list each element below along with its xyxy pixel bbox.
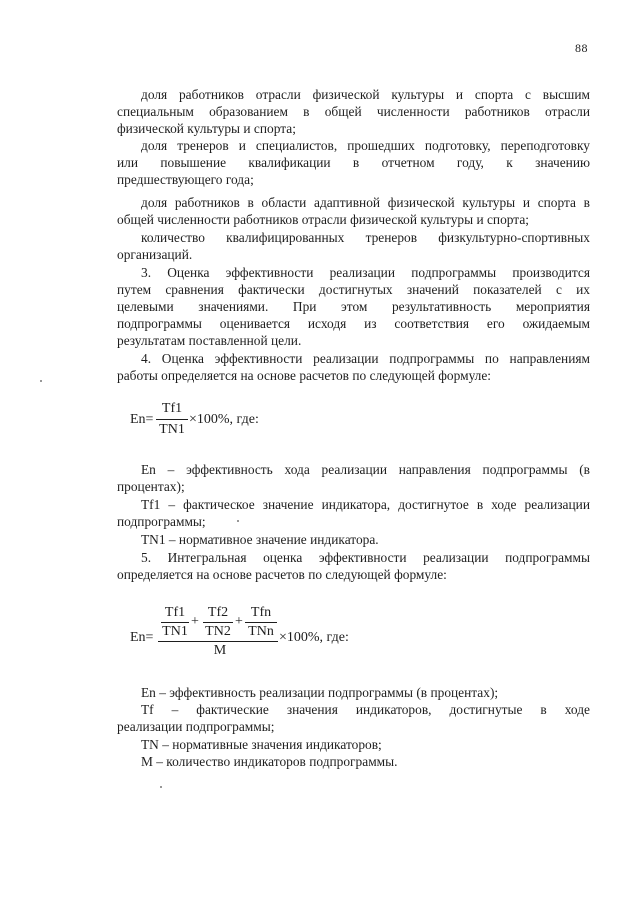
numerator-1: Tf1 [164, 605, 186, 620]
text-line: подпрограммы оценивается исходя из соответствия его ожидаемым [117, 316, 590, 331]
text-line: доля работников отрасли физической культуры и спорта с высшим [141, 87, 590, 102]
text-line: процентах); [117, 479, 185, 494]
fraction-bar [245, 622, 277, 623]
text-line: подпрограммы; [117, 514, 206, 529]
fraction-bar [156, 419, 188, 420]
formula-tail: ×100%, где: [189, 412, 259, 427]
text-line: физической культуры и спорта; [117, 121, 296, 136]
text-line: реализации подпрограммы; [117, 719, 275, 734]
text-line: путем сравнения фактически достигнутых значений показателей с их [117, 282, 590, 297]
fraction-bar [203, 622, 233, 623]
text-line: результатам поставленной цели. [117, 333, 302, 348]
denominator-3: TNn [248, 624, 274, 639]
fraction-bar [161, 622, 189, 623]
scan-speck [237, 520, 239, 522]
page-number: 88 [575, 41, 588, 55]
text-line: количество квалифицированных тренеров физкультурно-спортивных [141, 230, 590, 245]
text-line: En – эффективность хода реализации направления подпрограммы (в [141, 462, 590, 477]
text-line: доля работников в области адаптивной физической культуры и спорта в [141, 195, 590, 210]
formula-lhs: En= [130, 412, 154, 427]
text-line: En – эффективность реализации подпрограммы (в процентах); [141, 685, 499, 700]
text-line: M – количество индикаторов подпрограммы. [141, 754, 398, 769]
text-line: Tf1 – фактическое значение индикатора, достигнутое в ходе реализации [141, 497, 590, 512]
text-line: доля тренеров и специалистов, прошедших подготовку, переподготовку [141, 138, 590, 153]
text-line: TN – нормативные значения индикаторов; [141, 737, 382, 752]
text-line: работы определяется на основе расчетов по следующей формуле: [117, 368, 492, 383]
text-line: определяется на основе расчетов по следующей формуле: [117, 567, 447, 582]
plus-sign: + [191, 614, 199, 629]
text-line: Tf – фактические значения индикаторов, достигнутые в ходе [141, 702, 590, 717]
text-line: организаций. [117, 247, 193, 262]
text-line: целевыми значениями. При этом результативность мероприятия [117, 299, 590, 314]
text-line: 5. Интегральная оценка эффективности реализации подпрограммы [141, 550, 590, 565]
numerator-3: Tfn [250, 605, 272, 620]
denominator-2: TN2 [205, 624, 231, 639]
plus-sign: + [235, 614, 243, 629]
main-fraction-bar [158, 641, 278, 642]
scan-speck [160, 786, 162, 788]
text-line: или повышение квалификации в отчетном году, к значению [117, 155, 590, 170]
text-line: TN1 – нормативное значение индикатора. [141, 532, 379, 547]
scan-speck [40, 380, 42, 382]
text-line: 4. Оценка эффективности реализации подпрограммы по направлениям [141, 351, 590, 366]
denominator-1: TN1 [162, 624, 188, 639]
text-line: общей численности работников отрасли физической культуры и спорта; [117, 212, 529, 227]
formula-numerator: Tf1 [161, 401, 183, 416]
formula-lhs: En= [130, 630, 154, 645]
text-line: 3. Оценка эффективности реализации подпрограммы производится [141, 265, 590, 280]
text-line: специальным образованием в общей численности работников отрасли [117, 104, 590, 119]
text-line: предшествующего года; [117, 172, 254, 187]
formula-denominator: M [213, 643, 227, 658]
formula-denominator: TN1 [159, 422, 185, 437]
numerator-2: Tf2 [207, 605, 229, 620]
formula-tail: ×100%, где: [279, 630, 349, 645]
